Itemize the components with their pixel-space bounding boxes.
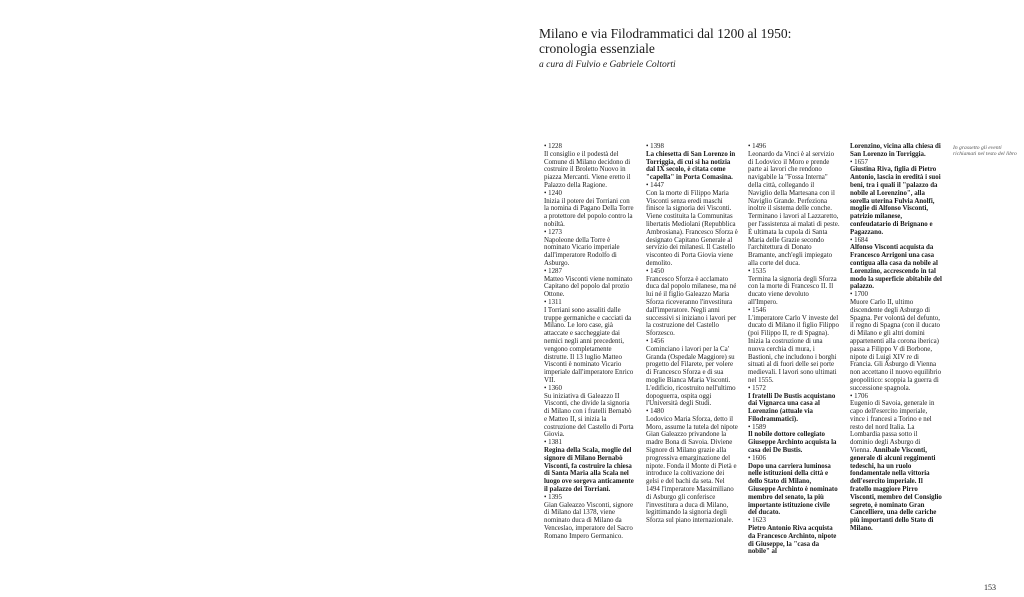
margin-note: In grassetto gli eventi richiamati nel testo del libro xyxy=(953,145,1017,158)
year-marker: • 1535 xyxy=(748,267,766,275)
highlighted-entry: Il nobile dottore collegiato Giuseppe Archinto acquista la casa dei De Bustis. xyxy=(748,431,837,455)
entry-text: I Torriani sono assaliti dalle truppe germaniche e cacciati da Milano. Le loro case, già attaccate e saccheggiate dai nemici negli anni precedenti, vengono completamente distrutte. Il 13 luglio Matteo Visconti è nominato Vicario imperiale dall'imperatore Enrico VII. xyxy=(544,306,634,384)
chronology-column-4 xyxy=(850,143,942,533)
highlighted-entry: Pietro Antonio Riva acquista da Francesco Archinto, nipote di Giuseppe, la "casa da nobile" al xyxy=(748,525,837,556)
highlighted-entry: Alfonso Visconti acquista da Francesco Arrigoni una casa contigua alla casa da nobile al Lorenzino, accrescendo in tal modo la superficie abitabile del palazzo. xyxy=(850,244,942,291)
year-marker: • 1480 xyxy=(646,408,664,416)
year-marker: • 1273 xyxy=(544,228,562,236)
page-number: 153 xyxy=(984,583,996,592)
entry-text: Muore Carlo II, ultimo discendente degli Asburgo di Spagna. Per volontà del defunto, il regno di Spagna (con il ducato di Milano e gli altri domini appartenenti alla corona iberica) passa a Filippo V di Borbone, nipote di Luigi XIV re di Francia. Gli Asburgo di Vienna non accettano il nuovo equilibrio geopolitico: scoppia la guerra di successione spagnola. xyxy=(850,298,942,392)
year-marker: • 1546 xyxy=(748,306,766,314)
year-marker: • 1496 xyxy=(748,143,766,150)
year-marker: • 1311 xyxy=(544,298,562,306)
year-marker: • 1398 xyxy=(646,143,664,150)
entry-text: Il consiglio e il podestà del Comune di Milano decidono di costruire il Broletto Nuovo in piazza Mercanti. Viene eretto il Palazzo della Ragione. xyxy=(544,150,631,189)
year-marker: • 1381 xyxy=(544,439,562,447)
chronology-column-1 xyxy=(544,143,636,541)
chronology-column-3 xyxy=(748,143,840,556)
highlighted-entry: La chiesetta di San Lorenzo in Torriggia, di cui si ha notizia dal IX secolo, è citata come "capella" in Porta Comasina. xyxy=(646,150,736,182)
highlighted-entry: Dopo una carriera luminosa nelle istituzioni della città e dello Stato di Milano, Giuseppe Archinto è nominato membro del senato, la più importante istituzione civile del ducato. xyxy=(748,462,838,517)
highlighted-entry: I fratelli De Bustis acquistano dai Vignarca una casa al Lorenzino (attuale via Filodrammatici). xyxy=(748,392,836,423)
byline: a cura di Fulvio e Gabriele Coltorti xyxy=(539,60,676,70)
entry-text: L'imperatore Carlo V investe del ducato di Milano il figlio Filippo (poi Filippo II, re di Spagna). Inizia la costruzione di una nuova cerchia di mura, i Bastioni, che includono i borghi situati al di fuori delle sei porte medievali. I lavori sono ultimati nel 1555. xyxy=(748,314,839,384)
highlighted-entry: Lorenzino, vicina alla chiesa di San Lorenzo in Torriggia. xyxy=(850,143,941,158)
entry-text: Leonardo da Vinci è al servizio di Lodovico il Moro e prende parte ai lavori che rendono navigabile la "Fossa Interna" della città, collegando il Naviglio della Martesana con il Naviglio Grande. Perfeziona inoltre il sistema delle conche. Terminano i lavori al Lazzaretto, per l'assistenza ai malati di peste. È ultimata la cupola di Santa Maria delle Grazie secondo l'architettura di Donato Bramante, anch'egli impiegato alla corte del duca. xyxy=(748,150,840,267)
highlighted-entry: Giustina Riva, figlia di Pietro Antonio, lascia in eredità i suoi beni, tra i quali il "palazzo da nobile al Lorenzino", alla sorella uterina Fulvia Anolfi, moglie di Alfonso Visconti, patrizio milanese, confeudatario di Brignano e Pagazzano. xyxy=(850,166,941,236)
year-marker: • 1240 xyxy=(544,189,562,197)
year-marker: • 1589 xyxy=(748,423,766,431)
entry-text: Francesco Sforza è acclamato duca dal popolo milanese, ma né lui né il figlio Galeazzo Maria Sforza riceveranno l'investitura dall'imperatore. Negli anni successivi si iniziano i lavori per la costruzione del Castello Sforzesco. xyxy=(646,275,737,338)
title-line-2: cronologia essenziale xyxy=(539,41,655,56)
year-marker: • 1447 xyxy=(646,181,664,189)
year-marker: • 1287 xyxy=(544,267,562,275)
entry-text: Napoleone della Torre è nominato Vicario imperiale dall'imperatore Rodolfo di Asburgo. xyxy=(544,236,620,267)
highlighted-entry: Regina della Scala, moglie del signore di Milano Bernabò Visconti, fa costruire la chiesa di Santa Maria alla Scala nel luogo ove sorgeva anticamente il palazzo dei Torriani. xyxy=(544,447,634,494)
entry-text: Eugenio di Savoia, generale in capo dell'esercito imperiale, vince i francesi a Torino e nel resto del nord Italia. La Lombardia passa sotto il dominio degli Asburgo di Vienna. Annibale Visconti, generale di alcuni reggimenti tedeschi, ha un ruolo fondamentale nella vittoria dell'esercito imperiale. Il fratello maggiore Pirro Visconti, membro del Consiglio segreto, è nominato Gran Cancelliere, una delle cariche più importanti dello Stato di Milano. xyxy=(850,400,942,533)
entry-text: Inizia il potere dei Torriani con la nomina di Pagano Della Torre a protettore del popolo contro la nobiltà. xyxy=(544,197,634,228)
entry-text: Su iniziativa di Galeazzo II Visconti, che divide la signoria di Milano con i fratelli Bernabò e Matteo II, si inizia la costruzione del Castello di Porta Giovia. xyxy=(544,392,634,439)
entry-text: Cominciano i lavori per la Ca' Granda (Ospedale Maggiore) su progetto del Filarete, per volere di Francesco Sforza e di sua moglie Bianca Maria Visconti. L'edificio, ricostruito nell'ultimo dopoguerra, ospita oggi l'Università degli Studi. xyxy=(646,345,736,408)
year-marker: • 1606 xyxy=(748,454,766,462)
entry-text: Matteo Visconti viene nominato Capitano del popolo dal prozio Ottone. xyxy=(544,275,633,299)
entry-text: Lodovico Maria Sforza, detto il Moro, assume la tutela del nipote Gian Galeazzo privandone la madre Bona di Savoia. Diviene Signore di Milano grazie alla progressiva emarginazione del nipote. Fonda il Monte di Pietà e introduce la coltivazione dei gelsi e del bachi da seta. Nel 1494 l'imperatore Massimiliano di Asburgo gli conferisce l'investitura a duca di Milano, legittimando la signoria degli Sforza sul piano internazionale. xyxy=(646,415,738,525)
entry-text: Con la morte di Filippo Maria Visconti senza eredi maschi finisce la signoria dei Visconti. Viene costituita la Communitas libertatis Mediolani (Repubblica Ambrosiana). Francesco Sforza è designato Capitano Generale al servizio dei milanesi. Il Castello visconteo di Porta Giovia viene demolito. xyxy=(646,189,738,267)
year-marker: • 1684 xyxy=(850,236,868,244)
year-marker: • 1456 xyxy=(646,337,664,345)
year-marker: • 1450 xyxy=(646,267,664,275)
year-marker: • 1360 xyxy=(544,384,562,392)
year-marker: • 1395 xyxy=(544,493,562,501)
entry-text: Termina la signoria degli Sforza con la morte di Francesco II. Il ducato viene devoluto all'Impero. xyxy=(748,275,837,306)
chronology-column-2 xyxy=(646,143,738,525)
year-marker: • 1228 xyxy=(544,143,562,150)
title-line-1: Milano e via Filodrammatici dal 1200 al 1950: xyxy=(539,26,792,41)
year-marker: • 1700 xyxy=(850,291,868,299)
year-marker: • 1706 xyxy=(850,392,868,400)
year-marker: • 1657 xyxy=(850,158,868,166)
entry-text: Gian Galeazzo Visconti, signore di Milano dal 1378, viene nominato duca di Milano da Venceslao, imperatore del Sacro Romano Impero Germanico. xyxy=(544,501,634,540)
page-title xyxy=(539,26,839,56)
year-marker: • 1623 xyxy=(748,517,766,525)
year-marker: • 1572 xyxy=(748,384,766,392)
